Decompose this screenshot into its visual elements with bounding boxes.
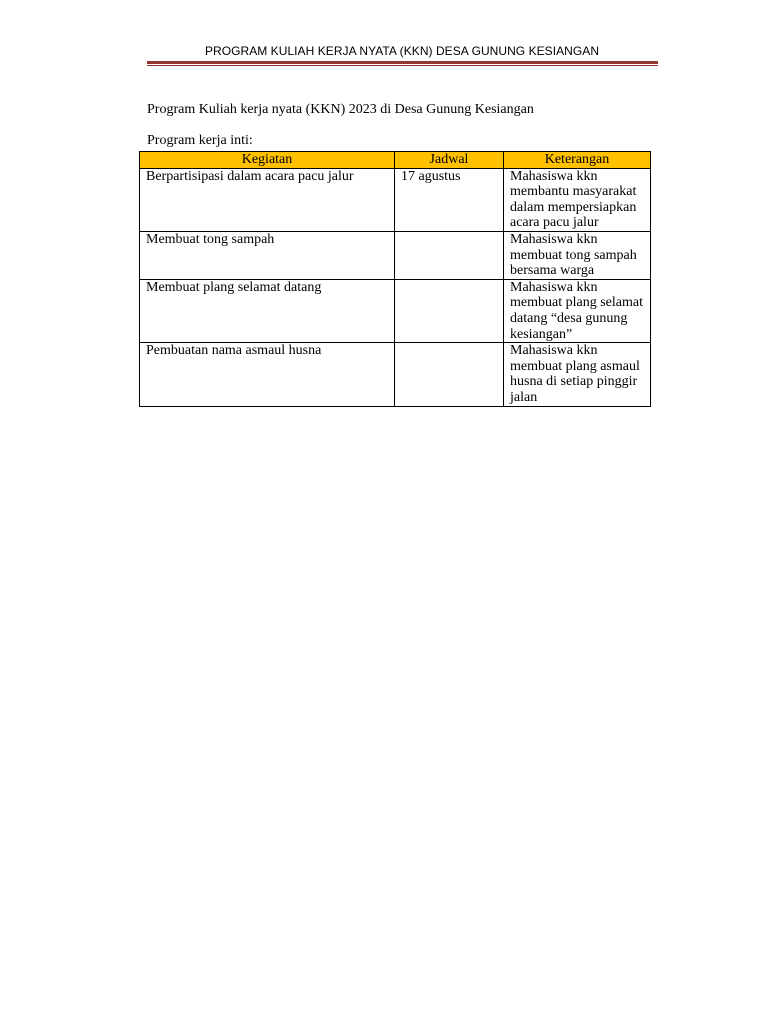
column-header-kegiatan: Kegiatan (140, 152, 395, 169)
cell-keterangan: Mahasiswa kkn membuat tong sampah bersama warga (504, 231, 651, 279)
cell-jadwal (395, 279, 504, 342)
table-row (140, 231, 651, 279)
table-row (140, 343, 651, 406)
cell-jadwal (395, 343, 504, 406)
cell-keterangan: Mahasiswa kkn membuat plang asmaul husna di setiap pinggir jalan (504, 343, 651, 406)
column-header-jadwal: Jadwal (395, 152, 504, 169)
cell-jadwal (395, 231, 504, 279)
header-rule-thick (147, 61, 658, 64)
cell-keterangan: Mahasiswa kkn membuat plang selamat datang “desa gunung kesiangan” (504, 279, 651, 342)
cell-kegiatan: Berpartisipasi dalam acara pacu jalur (140, 168, 395, 231)
document-title: Program Kuliah kerja nyata (KKN) 2023 di Desa Gunung Kesiangan (147, 102, 534, 117)
cell-kegiatan: Membuat plang selamat datang (140, 279, 395, 342)
section-label: Program kerja inti: (147, 133, 253, 148)
cell-kegiatan: Pembuatan nama asmaul husna (140, 343, 395, 406)
program-table (139, 151, 651, 407)
cell-jadwal: 17 agustus (395, 168, 504, 231)
page-header: PROGRAM KULIAH KERJA NYATA (KKN) DESA GUNUNG KESIANGAN (204, 44, 600, 58)
table-row (140, 168, 651, 231)
table-row (140, 279, 651, 342)
cell-keterangan: Mahasiswa kkn membantu masyarakat dalam mempersiapkan acara pacu jalur (504, 168, 651, 231)
cell-kegiatan: Membuat tong sampah (140, 231, 395, 279)
header-rule-thin (147, 65, 658, 66)
column-header-keterangan: Keterangan (504, 152, 651, 169)
table-header-row (140, 152, 651, 169)
